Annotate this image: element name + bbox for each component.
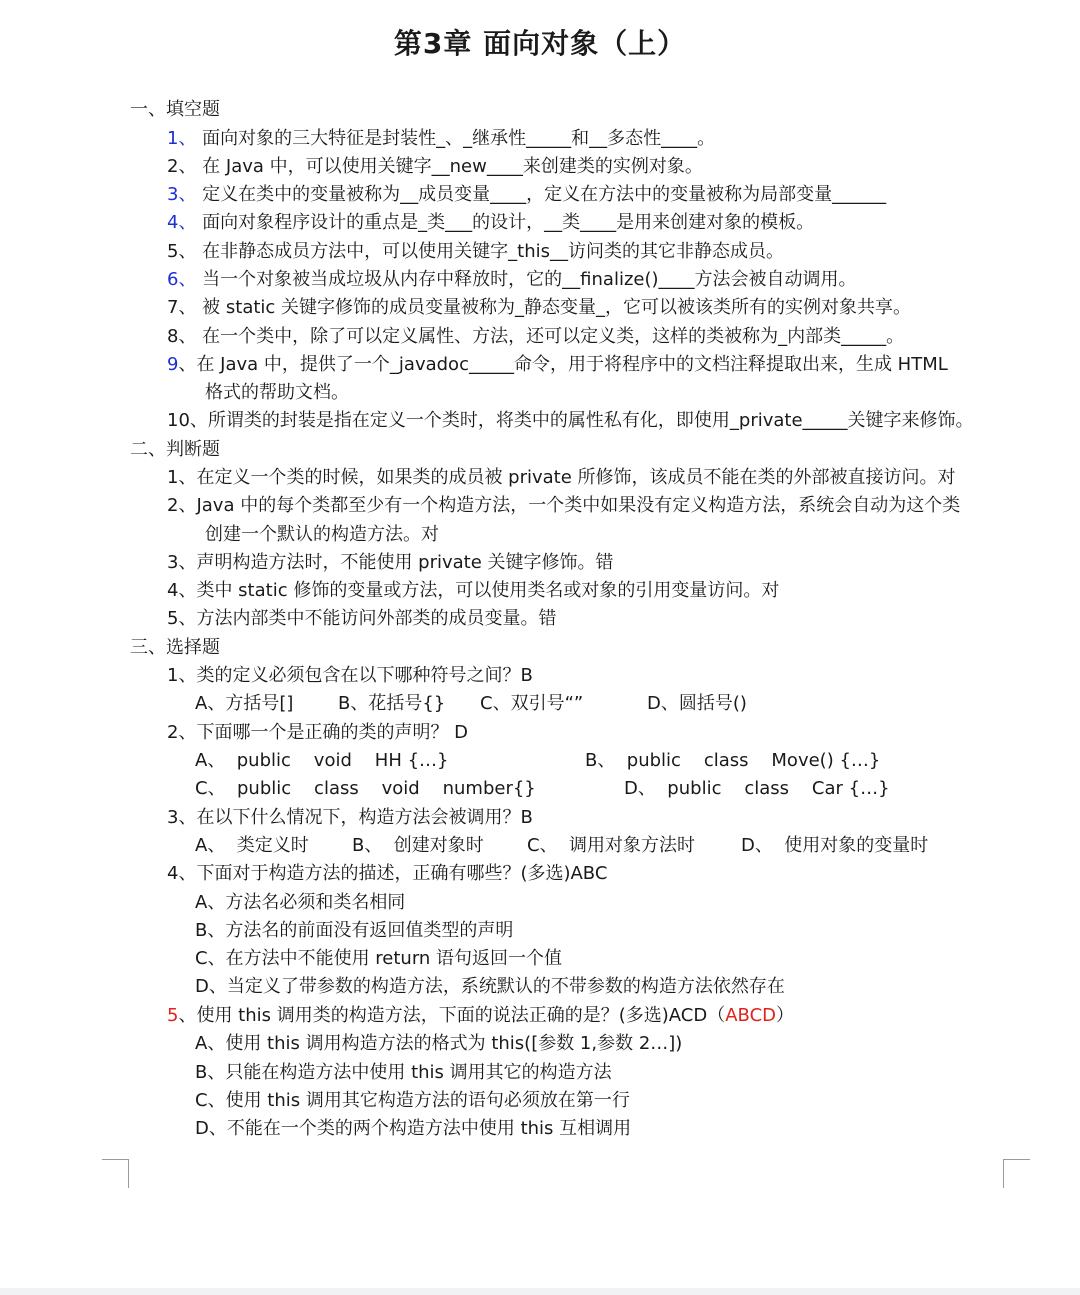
choice-q5-text: 、使用 this 调用类的构造方法，下面的说法正确的是？(多选)ACD（ [178, 1005, 726, 1026]
fill-item-10: 10、所谓类的封装是指在定义一个类时，将类中的属性私有化，即使用_private_____关键字来修饰。 [167, 410, 974, 431]
judge-item-4: 4、类中 static 修饰的变量或方法，可以使用类名或对象的引用变量访问。对 [167, 580, 780, 601]
fill-item-number: 5、 [167, 241, 197, 262]
fill-item-5 [167, 240, 784, 264]
choice-q3-option-d: D、 使用对象的变量时 [741, 835, 929, 856]
fill-item-number: 4、 [167, 212, 197, 233]
page-bottom-edge [0, 1288, 1080, 1295]
judge-item-2: 2、Java 中的每个类都至少有一个构造方法，一个类中如果没有定义构造方法，系统会自动为这个类 [167, 495, 961, 516]
fill-item-text: 当一个对象被当成垃圾从内存中释放时，它的__finalize()____方法会被自动调用。 [196, 269, 857, 290]
choice-q1-option-c: C、双引号“” [480, 693, 584, 714]
choice-q4: 4、下面对于构造方法的描述，正确有哪些？(多选)ABC [167, 863, 608, 884]
fill-item-text: 、在 Java 中，提供了一个_javadoc_____命令，用于将程序中的文档注释提取出来，生成 HTML [178, 354, 948, 375]
choice-q5 [167, 1004, 794, 1028]
page-corner-mark-right [1003, 1159, 1030, 1188]
fill-item-text: 定义在类中的变量被称为__成员变量____，定义在方法中的变量被称为局部变量______ [196, 184, 887, 205]
fill-item-number: 1、 [167, 128, 197, 149]
choice-q4-option-a: A、方法名必须和类名相同 [195, 892, 406, 913]
judge-item-2-continued: 创建一个默认的构造方法。对 [205, 524, 439, 545]
fill-item-number: 8、 [167, 326, 197, 347]
section-heading-fill: 一、填空题 [130, 99, 220, 120]
fill-item-9-continued: 格式的帮助文档。 [205, 382, 349, 403]
fill-item-2 [167, 155, 703, 179]
choice-q4-option-c: C、在方法中不能使用 return 语句返回一个值 [195, 948, 563, 969]
choice-q5-close: ） [776, 1005, 794, 1026]
fill-item-3 [167, 183, 886, 207]
choice-q4-option-d: D、当定义了带参数的构造方法，系统默认的不带参数的构造方法依然存在 [195, 976, 785, 997]
fill-item-text: 在 Java 中，可以使用关键字__new____来创建类的实例对象。 [196, 156, 703, 177]
fill-item-text: 面向对象的三大特征是封装性_、_继承性_____和__多态性____。 [196, 128, 716, 149]
fill-item-4 [167, 211, 814, 235]
section-heading-choice: 三、选择题 [130, 637, 220, 658]
fill-item-number: 9 [167, 354, 179, 375]
fill-item-8 [167, 325, 904, 349]
choice-q5-option-c: C、使用 this 调用其它构造方法的语句必须放在第一行 [195, 1090, 630, 1111]
choice-q3: 3、在以下什么情况下，构造方法会被调用？B [167, 807, 533, 828]
choice-q5-option-d: D、不能在一个类的两个构造方法中使用 this 互相调用 [195, 1118, 632, 1139]
choice-q3-option-a: A、 类定义时 [195, 835, 309, 856]
choice-q2-option-a: A、 public void HH {…} [195, 750, 449, 771]
page-corner-mark-left [102, 1159, 129, 1188]
judge-item-3: 3、声明构造方法时，不能使用 private 关键字修饰。错 [167, 552, 614, 573]
choice-q1-option-b: B、花括号{} [338, 693, 446, 714]
choice-q5-correction: ABCD [725, 1005, 776, 1026]
fill-item-6 [167, 268, 857, 292]
choice-q5-option-a: A、使用 this 调用构造方法的格式为 this([参数 1,参数 2…]) [195, 1033, 683, 1054]
page-title: 第3章 面向对象（上） [393, 27, 687, 60]
choice-q2-option-b: B、 public class Move() {…} [585, 750, 881, 771]
fill-item-text: 在非静态成员方法中，可以使用关键字_this__访问类的其它非静态成员。 [196, 241, 785, 262]
judge-item-5: 5、方法内部类中不能访问外部类的成员变量。错 [167, 608, 557, 629]
choice-q1-option-d: D、圆括号() [647, 693, 747, 714]
fill-item-9 [167, 353, 948, 377]
fill-item-1 [167, 127, 715, 151]
fill-item-text: 被 static 关键字修饰的成员变量被称为_静态变量_，它可以被该类所有的实例对象共享。 [196, 297, 912, 318]
judge-item-1: 1、在定义一个类的时候，如果类的成员被 private 所修饰，该成员不能在类的外部被直接访问。对 [167, 467, 956, 488]
fill-item-number: 3、 [167, 184, 197, 205]
fill-item-number: 7、 [167, 297, 197, 318]
fill-item-number: 2、 [167, 156, 197, 177]
choice-q1-option-a: A、方括号[] [195, 693, 294, 714]
choice-q5-option-b: B、只能在构造方法中使用 this 调用其它的构造方法 [195, 1062, 612, 1083]
choice-q3-option-c: C、 调用对象方法时 [527, 835, 696, 856]
choice-q4-option-b: B、方法名的前面没有返回值类型的声明 [195, 920, 514, 941]
choice-q2: 2、下面哪一个是正确的类的声明？ D [167, 722, 469, 743]
choice-q3-option-b: B、 创建对象时 [352, 835, 484, 856]
fill-item-7 [167, 296, 911, 320]
choice-q1: 1、类的定义必须包含在以下哪种符号之间？B [167, 665, 533, 686]
choice-q5-number: 5 [167, 1005, 179, 1026]
choice-q2-option-c: C、 public class void number{} [195, 778, 536, 799]
fill-item-text: 面向对象程序设计的重点是_类___的设计，__类____是用来创建对象的模板。 [196, 212, 815, 233]
fill-item-number: 6、 [167, 269, 197, 290]
choice-q2-option-d: D、 public class Car {…} [624, 778, 890, 799]
section-heading-judge: 二、判断题 [130, 439, 220, 460]
fill-item-text: 在一个类中，除了可以定义属性、方法，还可以定义类，这样的类被称为_内部类_____。 [196, 326, 905, 347]
